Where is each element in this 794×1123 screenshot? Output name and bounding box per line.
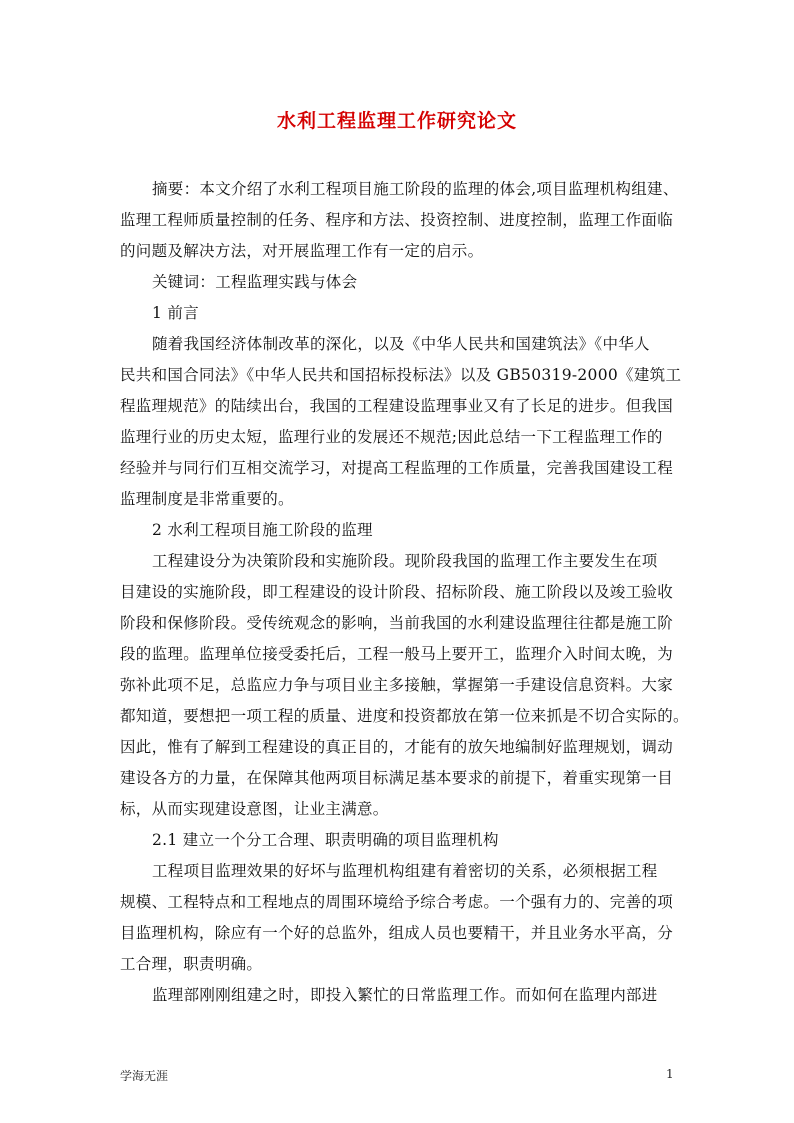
text-line: 目监理机构，除应有一个好的总监外，组成人员也要精干，并且业务水平高，分 [120, 924, 674, 942]
text-line: 弥补此项不足，总监应力争与项目业主多接触，掌握第一手建设信息资料。大家 [120, 676, 674, 694]
text-line: 监理工程师质量控制的任务、程序和方法、投资控制、进度控制，监理工作面临 [120, 211, 674, 229]
text-line: 工程项目监理效果的好坏与监理机构组建有着密切的关系，必须根据工程 [152, 862, 658, 880]
text-line: 民共和国合同法》《中华人民共和国招标投标法》以及 GB50319-2000《建筑工 [120, 366, 682, 384]
text-line: 都知道，要想把一项工程的质量、进度和投资都放在第一位来抓是不切合实际的。 [120, 707, 689, 725]
footer-text: 学海无涯 [120, 1069, 169, 1083]
keywords-line: 关键词：工程监理实践与体会 [152, 273, 358, 291]
text-line: 建设各方的力量，在保障其他两项目标满足基本要求的前提下，着重实现第一目 [120, 769, 674, 787]
text-line: 经验并与同行们互相交流学习，对提高工程监理的工作质量，完善我国建设工程 [120, 459, 674, 477]
section21-paragraph [120, 856, 682, 980]
text-line: 规模、工程特点和工程地点的周围环境给予综合考虑。一个强有力的、完善的项 [120, 893, 674, 911]
text-line: 段的监理。监理单位接受委托后，工程一般马上要开工，监理介入时间太晚，为 [120, 645, 674, 663]
text-line: 监理行业的历史太短，监理行业的发展还不规范;因此总结一下工程监理工作的 [120, 428, 663, 446]
text-line: 目建设的实施阶段，即工程建设的设计阶段、招标阶段、施工阶段以及竣工验收 [120, 583, 674, 601]
last-paragraph-line: 监理部刚刚组建之时，即投入繁忙的日常监理工作。而如何在监理内部进 [152, 986, 658, 1004]
text-line: 标，从而实现建设意图，让业主满意。 [120, 800, 389, 818]
text-line: 因此，惟有了解到工程建设的真正目的，才能有的放矢地编制好监理规划，调动 [120, 738, 674, 756]
document-title: 水利工程监理工作研究论文 [276, 110, 517, 132]
section-heading: 2 水利工程项目施工阶段的监理 [152, 521, 373, 539]
text-line: 工程建设分为决策阶段和实施阶段。现阶段我国的监理工作主要发生在项 [152, 552, 658, 570]
text-line: 摘要：本文介绍了水利工程项目施工阶段的监理的体会,项目监理机构组建、 [152, 180, 679, 198]
text-line: 工合理，职责明确。 [120, 955, 263, 973]
section1-paragraph [120, 329, 682, 515]
text-line: 监理制度是非常重要的。 [120, 490, 294, 508]
abstract-paragraph [120, 174, 682, 267]
document-body [120, 174, 689, 1011]
page-number: 1 [666, 1067, 674, 1081]
text-line: 的问题及解决方法，对开展监理工作有一定的启示。 [120, 242, 484, 260]
text-line: 阶段和保修阶段。受传统观念的影响，当前我国的水利建设监理往往都是施工阶 [120, 614, 674, 632]
text-line: 程监理规范》的陆续出台，我国的工程建设监理事业又有了长足的进步。但我国 [120, 397, 674, 415]
section2-paragraph [120, 546, 689, 825]
section-heading: 2.1 建立一个分工合理、职责明确的项目监理机构 [152, 831, 499, 849]
text-line: 随着我国经济体制改革的深化，以及《中华人民共和国建筑法》《中华人 [152, 335, 650, 353]
section-heading: 1 前言 [152, 304, 199, 322]
